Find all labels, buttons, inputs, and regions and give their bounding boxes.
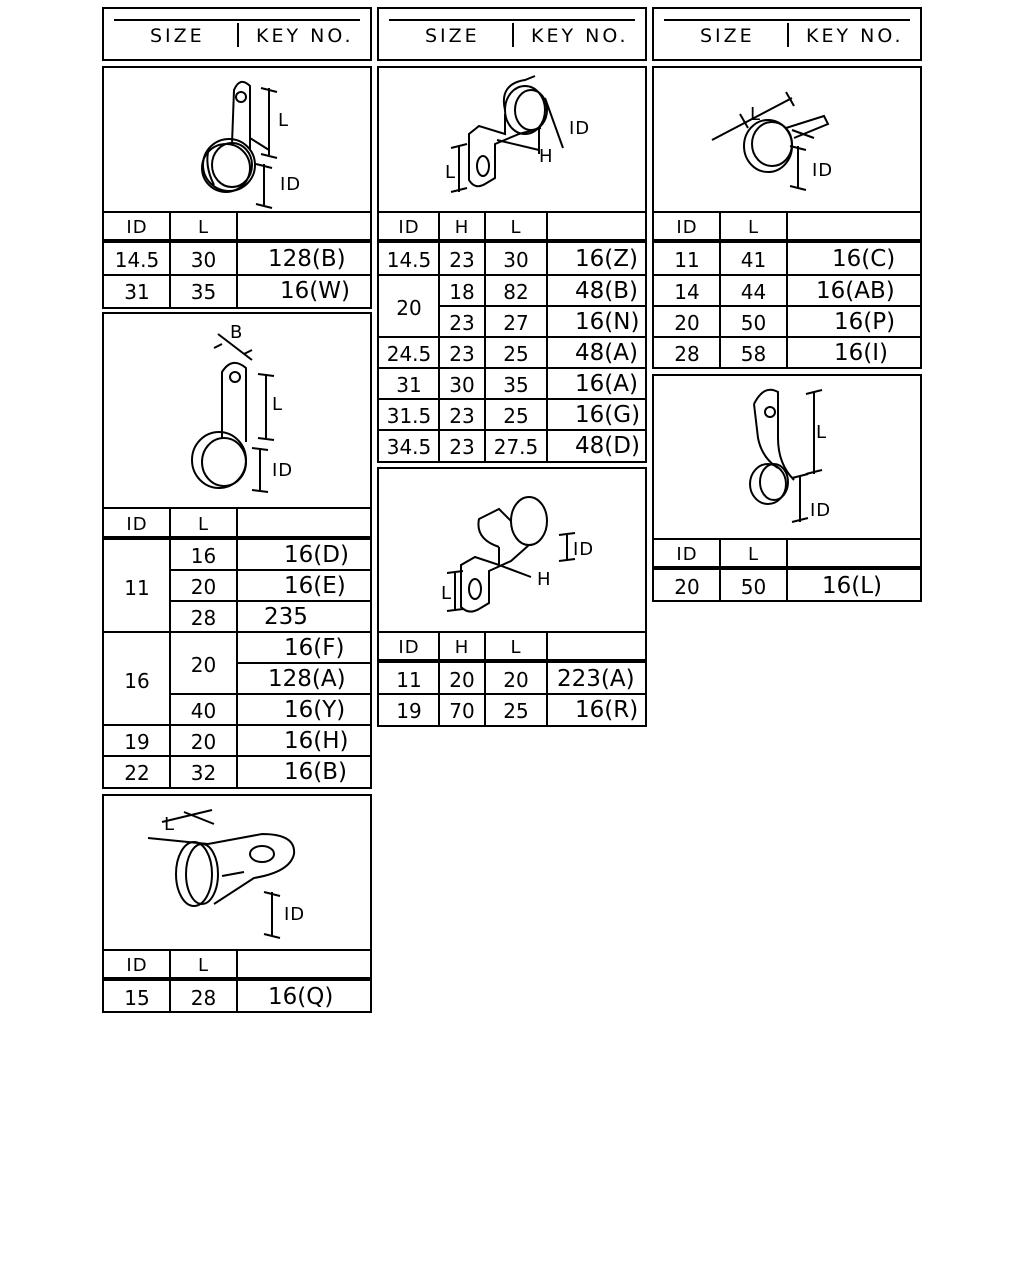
cell-l: 44: [740, 280, 767, 304]
dim-label-id: ID: [284, 904, 306, 925]
cell-l: 32: [190, 761, 217, 785]
column-header-1: [102, 7, 372, 61]
cell-l: 20: [503, 668, 529, 692]
col-header-id: ID: [398, 217, 420, 238]
cell-h: 70: [449, 699, 475, 723]
col-header-l: L: [747, 217, 760, 238]
cell-id: 14.5: [114, 248, 160, 272]
cell-id: 22: [124, 761, 150, 785]
dim-label-id: ID: [272, 460, 294, 481]
cell-id: 11: [674, 248, 700, 272]
col-header-h: H: [454, 217, 470, 238]
cell-key: 128(B): [268, 246, 346, 272]
cell-id: 28: [674, 342, 700, 366]
dim-label-id: ID: [812, 160, 834, 181]
cell-id: 20: [396, 296, 422, 320]
cell-l: 16: [190, 544, 217, 568]
cell-l: 20: [190, 730, 217, 754]
table-6: [652, 212, 922, 369]
col-header-id: ID: [126, 955, 148, 976]
clip-panel-3: [102, 794, 372, 952]
cell-h: 20: [449, 668, 475, 692]
col-header-l: L: [197, 955, 210, 976]
col-header-l: L: [197, 514, 210, 535]
dim-label-l: L: [750, 104, 762, 125]
cell-h: 30: [449, 373, 475, 397]
cell-h: 23: [449, 248, 475, 272]
cell-key: 16(W): [280, 278, 350, 304]
cell-key: 16(Z): [575, 246, 638, 272]
dim-label-l: L: [272, 394, 284, 415]
cell-l: 30: [503, 248, 529, 272]
cell-key: 16(E): [284, 573, 346, 599]
col-header-l: L: [197, 217, 210, 238]
cell-key: 128(A): [268, 666, 346, 692]
clip-drawing-5: [379, 469, 645, 632]
cell-id: 31.5: [386, 404, 432, 428]
col-header-l: L: [510, 217, 522, 238]
key-no-header: KEY NO.: [256, 25, 354, 47]
cell-h: 23: [449, 342, 475, 366]
cell-l: 20: [190, 575, 217, 599]
cell-key: 16(Y): [284, 697, 346, 723]
cell-key: 16(C): [832, 246, 896, 272]
cell-key: 235: [264, 604, 308, 630]
cell-l: 35: [190, 280, 217, 304]
col-header-id: ID: [676, 217, 698, 238]
dim-label-l: L: [441, 583, 453, 604]
cell-key: 48(B): [575, 278, 638, 304]
cell-l: 50: [740, 311, 767, 335]
cell-h: 23: [449, 404, 475, 428]
cell-h: 18: [449, 280, 475, 304]
cell-key: 48(D): [575, 433, 640, 459]
col-header-id: ID: [126, 514, 148, 535]
cell-l: 82: [503, 280, 529, 304]
cell-id: 31: [124, 280, 150, 304]
table-4: [377, 212, 647, 463]
cell-key: 16(R): [575, 697, 639, 723]
dim-label-id: ID: [573, 539, 595, 560]
col-header-id: ID: [398, 637, 420, 658]
col-header-id: ID: [126, 217, 148, 238]
cell-id: 19: [124, 730, 150, 754]
cell-key: 16(A): [575, 371, 638, 397]
table-1: [102, 212, 372, 309]
cell-id: 20: [674, 575, 700, 599]
clip-panel-5: [377, 467, 647, 634]
key-no-header: KEY NO.: [806, 25, 904, 47]
table-3: [102, 950, 372, 1013]
table-5: [377, 632, 647, 727]
cell-key: 16(L): [822, 573, 883, 599]
cell-id: 24.5: [386, 342, 432, 366]
clip-drawing-7: [654, 376, 920, 539]
cell-key: 16(G): [575, 402, 641, 428]
col-header-l: L: [747, 544, 760, 565]
cell-l: 25: [503, 404, 529, 428]
size-header: SIZE: [425, 25, 480, 47]
cell-key: 16(AB): [816, 278, 895, 304]
cell-key: 16(Q): [268, 984, 334, 1010]
cell-l: 40: [190, 699, 217, 723]
column-header-3: [652, 7, 922, 61]
cell-h: 23: [449, 435, 475, 459]
cell-l: 27: [503, 311, 529, 335]
cell-l: 25: [503, 342, 529, 366]
cell-id: 11: [396, 668, 422, 692]
cell-key: 48(A): [575, 340, 638, 366]
cell-key: 16(N): [575, 309, 640, 335]
cell-id: 31: [396, 373, 422, 397]
table-7: [652, 539, 922, 602]
size-header: SIZE: [700, 25, 755, 47]
cell-key: 16(I): [834, 340, 888, 366]
cell-key: 16(F): [284, 635, 345, 661]
cell-l: 41: [740, 248, 767, 272]
cell-key: 223(A): [557, 666, 635, 692]
clip-drawing-2: [104, 314, 370, 508]
dim-label-l: L: [445, 162, 457, 183]
key-no-header: KEY NO.: [531, 25, 629, 47]
cell-key: 16(D): [284, 542, 349, 568]
dim-label-h: H: [539, 146, 554, 167]
cell-l: 30: [190, 248, 217, 272]
col-header-l: L: [510, 637, 522, 658]
cell-l: 35: [503, 373, 529, 397]
cell-id: 14: [674, 280, 700, 304]
cell-id: 11: [124, 576, 150, 600]
cell-l: 28: [190, 606, 217, 630]
cell-id: 34.5: [386, 435, 432, 459]
cell-id: 16: [124, 669, 150, 693]
column-header-2: [377, 7, 647, 61]
dim-label-id: ID: [280, 174, 302, 195]
cell-h: 23: [449, 311, 475, 335]
clip-drawing-4: [379, 68, 645, 212]
clip-drawing-6: [654, 68, 920, 212]
cell-l: 50: [740, 575, 767, 599]
dim-label-b: B: [230, 322, 244, 343]
dim-label-id: ID: [569, 118, 591, 139]
col-header-h: H: [454, 637, 470, 658]
cell-l: 20: [190, 653, 217, 677]
cell-id: 20: [674, 311, 700, 335]
clip-panel-7: [652, 374, 922, 541]
cell-l: 27.5: [493, 435, 539, 459]
cell-key: 16(H): [284, 728, 349, 754]
clip-panel-6: [652, 66, 922, 214]
table-2: [102, 508, 372, 789]
dim-label-l: L: [278, 110, 290, 131]
cell-l: 28: [190, 986, 217, 1010]
cell-id: 19: [396, 699, 422, 723]
cell-l: 25: [503, 699, 529, 723]
dim-label-h: H: [537, 569, 552, 590]
cell-key: 16(P): [834, 309, 896, 335]
col-header-id: ID: [676, 544, 698, 565]
size-header: SIZE: [150, 25, 205, 47]
clip-panel-2: [102, 312, 372, 510]
dim-label-l: L: [164, 814, 176, 835]
dim-label-id: ID: [810, 500, 832, 521]
cell-id: 14.5: [386, 248, 432, 272]
clip-drawing-3: [104, 796, 370, 950]
dim-label-l: L: [816, 422, 828, 443]
cell-key: 16(B): [284, 759, 347, 785]
cell-l: 58: [740, 342, 767, 366]
cell-id: 15: [124, 986, 150, 1010]
clip-panel-4: [377, 66, 647, 214]
